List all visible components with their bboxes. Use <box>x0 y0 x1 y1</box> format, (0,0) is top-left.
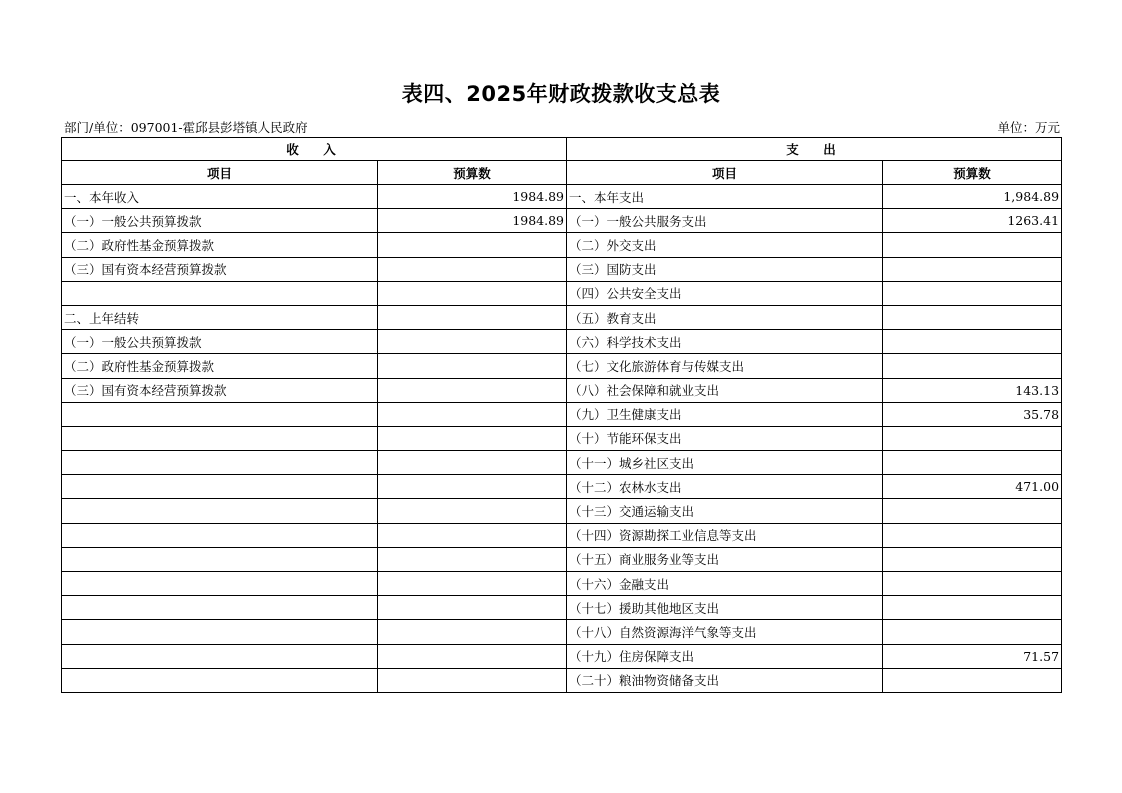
income-amount-cell <box>378 233 567 257</box>
expense-amount-cell: 71.57 <box>883 644 1062 668</box>
expense-item-cell: （二）外交支出 <box>567 233 883 257</box>
expense-amount-cell <box>883 668 1062 692</box>
expense-item-cell: （十四）资源勘探工业信息等支出 <box>567 523 883 547</box>
income-item-cell: （一）一般公共预算拨款 <box>62 330 378 354</box>
income-item-cell: （一）一般公共预算拨款 <box>62 209 378 233</box>
income-amount-column-header: 预算数 <box>378 161 567 185</box>
table-row <box>62 644 1062 668</box>
table-row <box>62 668 1062 692</box>
income-item-cell <box>62 644 378 668</box>
section-header-row <box>62 138 1062 161</box>
income-amount-cell <box>378 475 567 499</box>
table-row <box>62 451 1062 475</box>
income-item-cell <box>62 281 378 305</box>
expense-amount-cell <box>883 499 1062 523</box>
expense-item-cell: （十九）住房保障支出 <box>567 644 883 668</box>
table-row <box>62 620 1062 644</box>
income-amount-cell <box>378 305 567 329</box>
table-row <box>62 499 1062 523</box>
table-row <box>62 354 1062 378</box>
expense-amount-column-header: 预算数 <box>883 161 1062 185</box>
income-amount-cell: 1984.89 <box>378 185 567 209</box>
expense-amount-cell <box>883 426 1062 450</box>
income-amount-cell <box>378 354 567 378</box>
expense-amount-cell <box>883 523 1062 547</box>
expense-amount-cell <box>883 233 1062 257</box>
income-section-header: 收 入 <box>62 138 567 161</box>
income-item-cell <box>62 475 378 499</box>
income-item-column-header: 项目 <box>62 161 378 185</box>
income-item-cell: （二）政府性基金预算拨款 <box>62 354 378 378</box>
expense-item-cell: （九）卫生健康支出 <box>567 402 883 426</box>
expense-item-cell: （十八）自然资源海洋气象等支出 <box>567 620 883 644</box>
income-item-cell: 二、上年结转 <box>62 305 378 329</box>
expense-item-cell: （七）文化旅游体育与传媒支出 <box>567 354 883 378</box>
expense-item-cell: （十五）商业服务业等支出 <box>567 547 883 571</box>
expense-item-cell: （十七）援助其他地区支出 <box>567 596 883 620</box>
page-title: 表四、2025年财政拨款收支总表 <box>401 82 721 106</box>
income-amount-cell <box>378 281 567 305</box>
expense-item-cell: （十一）城乡社区支出 <box>567 451 883 475</box>
expense-amount-cell <box>883 305 1062 329</box>
table-row <box>62 305 1062 329</box>
income-amount-cell <box>378 668 567 692</box>
expense-amount-cell <box>883 572 1062 596</box>
unit-label: 单位：万元 <box>997 120 1060 135</box>
income-item-cell: （二）政府性基金预算拨款 <box>62 233 378 257</box>
table-body <box>62 138 1062 693</box>
income-amount-cell <box>378 620 567 644</box>
expense-item-cell: （三）国防支出 <box>567 257 883 281</box>
expense-amount-cell <box>883 354 1062 378</box>
income-item-cell: 一、本年收入 <box>62 185 378 209</box>
table-row <box>62 475 1062 499</box>
expense-amount-cell <box>883 451 1062 475</box>
income-amount-cell <box>378 547 567 571</box>
table-row <box>62 426 1062 450</box>
income-item-cell <box>62 499 378 523</box>
expense-amount-cell: 35.78 <box>883 402 1062 426</box>
expense-amount-cell: 1,984.89 <box>883 185 1062 209</box>
table-row <box>62 330 1062 354</box>
budget-summary-table <box>61 137 1062 693</box>
income-amount-cell <box>378 499 567 523</box>
table-row <box>62 402 1062 426</box>
income-item-cell <box>62 451 378 475</box>
table-row <box>62 257 1062 281</box>
column-header-row <box>62 161 1062 185</box>
expense-amount-cell <box>883 547 1062 571</box>
table-row <box>62 523 1062 547</box>
income-amount-cell <box>378 596 567 620</box>
expense-item-cell: （六）科学技术支出 <box>567 330 883 354</box>
table-row <box>62 281 1062 305</box>
income-amount-cell <box>378 572 567 596</box>
income-amount-cell: 1984.89 <box>378 209 567 233</box>
income-amount-cell <box>378 330 567 354</box>
expense-item-cell: （十六）金融支出 <box>567 572 883 596</box>
expense-amount-cell <box>883 257 1062 281</box>
income-amount-cell <box>378 523 567 547</box>
income-amount-cell <box>378 378 567 402</box>
income-item-cell <box>62 523 378 547</box>
expense-amount-cell <box>883 596 1062 620</box>
expense-item-cell: （十二）农林水支出 <box>567 475 883 499</box>
expense-item-cell: （十三）交通运输支出 <box>567 499 883 523</box>
table-row <box>62 209 1062 233</box>
expense-section-header: 支 出 <box>567 138 1062 161</box>
expense-amount-cell <box>883 330 1062 354</box>
income-item-cell <box>62 668 378 692</box>
expense-item-cell: （十）节能环保支出 <box>567 426 883 450</box>
income-amount-cell <box>378 426 567 450</box>
expense-amount-cell <box>883 620 1062 644</box>
expense-amount-cell: 1263.41 <box>883 209 1062 233</box>
table-row <box>62 547 1062 571</box>
expense-item-cell: 一、本年支出 <box>567 185 883 209</box>
table-row <box>62 233 1062 257</box>
expense-item-cell: （二十）粮油物资储备支出 <box>567 668 883 692</box>
income-item-cell <box>62 620 378 644</box>
income-amount-cell <box>378 644 567 668</box>
department-label: 部门/单位：097001-霍邱县彭塔镇人民政府 <box>64 120 308 135</box>
expense-amount-cell: 143.13 <box>883 378 1062 402</box>
income-amount-cell <box>378 257 567 281</box>
table-row <box>62 572 1062 596</box>
table-row <box>62 185 1062 209</box>
income-amount-cell <box>378 451 567 475</box>
expense-item-cell: （八）社会保障和就业支出 <box>567 378 883 402</box>
income-item-cell <box>62 426 378 450</box>
income-item-cell <box>62 572 378 596</box>
table-row <box>62 378 1062 402</box>
table-row <box>62 596 1062 620</box>
expense-amount-cell <box>883 281 1062 305</box>
income-item-cell <box>62 596 378 620</box>
expense-item-cell: （一）一般公共服务支出 <box>567 209 883 233</box>
income-amount-cell <box>378 402 567 426</box>
expense-item-cell: （五）教育支出 <box>567 305 883 329</box>
income-item-cell: （三）国有资本经营预算拨款 <box>62 378 378 402</box>
income-item-cell <box>62 402 378 426</box>
expense-amount-cell: 471.00 <box>883 475 1062 499</box>
expense-item-column-header: 项目 <box>567 161 883 185</box>
expense-item-cell: （四）公共安全支出 <box>567 281 883 305</box>
income-item-cell: （三）国有资本经营预算拨款 <box>62 257 378 281</box>
income-item-cell <box>62 547 378 571</box>
